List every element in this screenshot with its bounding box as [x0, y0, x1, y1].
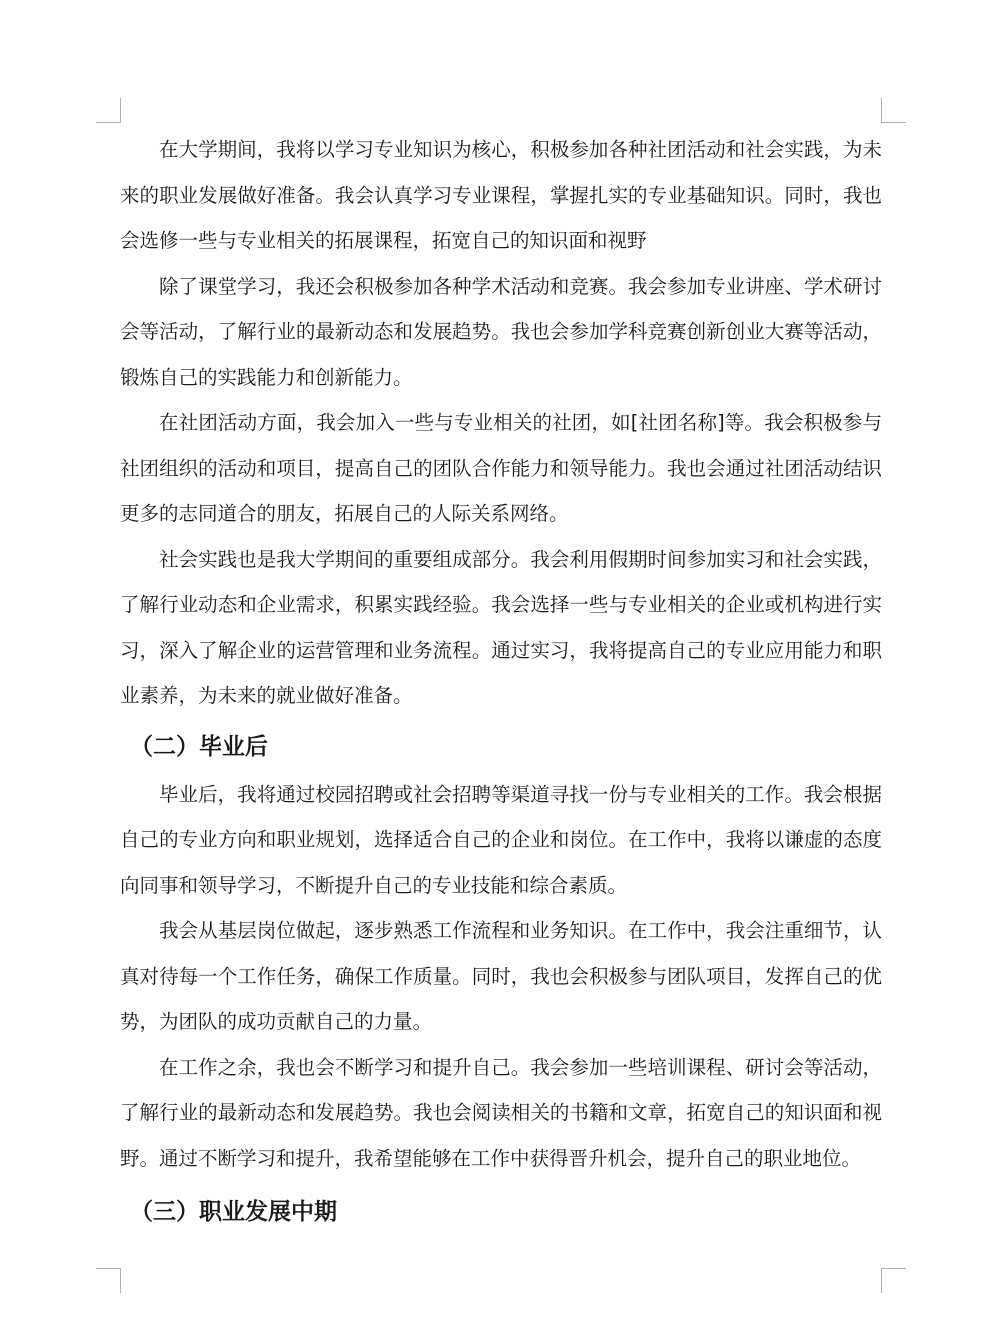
paragraph-job-search: 毕业后，我将通过校园招聘或社会招聘等渠道寻找一份与专业相关的工作。我会根据自己的专业方向和职业规划，选择适合自己的企业和岗位。在工作中，我将以谦虚的态度向同事和领导学习，不断提升自己的专业技能和综合素质。 [120, 782, 882, 897]
paragraph-social-practice: 社会实践也是我大学期间的重要组成部分。我会利用假期时间参加实习和社会实践，了解行业动态和企业需求，积累实践经验。我会选择一些与专业相关的企业或机构进行实习，深入了解企业的运营管理和业务流程。通过实习，我将提高自己的专业应用能力和职业素养，为未来的就业做好准备。 [120, 547, 882, 707]
paragraph-grassroots-work: 我会从基层岗位做起，逐步熟悉工作流程和业务知识。在工作中，我会注重细节，认真对待每一个工作任务，确保工作质量。同时，我也会积极参与团队项目，发挥自己的优势，为团队的成功贡献自己的力量。 [120, 919, 882, 1033]
paragraph-academic-activities: 除了课堂学习，我还会积极参加各种学术活动和竞赛。我会参加专业讲座、学术研讨会等活动，了解行业的最新动态和发展趋势。我也会参加学科竞赛创新创业大赛等活动，锻炼自己的实践能力和创新能力。 [120, 274, 882, 389]
paragraph-club-activities: 在社团活动方面，我会加入一些与专业相关的社团，如[社团名称]等。我会积极参与社团组织的活动和项目，提高自己的团队合作能力和领导能力。我也会通过社团活动结识更多的志同道合的朋友，拓展自己的人际关系网络。 [120, 411, 882, 525]
crop-mark-bottom-left [96, 1268, 121, 1293]
crop-mark-bottom-right [881, 1268, 906, 1293]
paragraph-university-study: 在大学期间，我将以学习专业知识为核心，积极参加各种社团活动和社会实践，为未来的职业发展做好准备。我会认真学习专业课程，掌握扎实的专业基础知识。同时，我也会选修一些与专业相关的拓展课程，拓宽自己的知识面和视野 [120, 138, 882, 252]
document-body [120, 127, 882, 1237]
paragraph-continuous-learning: 在工作之余，我也会不断学习和提升自己。我会参加一些培训课程、研讨会等活动，了解行业的最新动态和发展趋势。我也会阅读相关的书籍和文章，拓宽自己的知识面和视野。通过不断学习和提升，我希望能够在工作中获得晋升机会，提升自己的职业地位。 [120, 1055, 882, 1170]
section-heading-after-graduation: （二）毕业后 [130, 733, 268, 760]
crop-mark-top-left [96, 98, 121, 123]
crop-mark-top-right [881, 98, 906, 123]
section-heading-mid-career: （三）职业发展中期 [130, 1199, 337, 1225]
